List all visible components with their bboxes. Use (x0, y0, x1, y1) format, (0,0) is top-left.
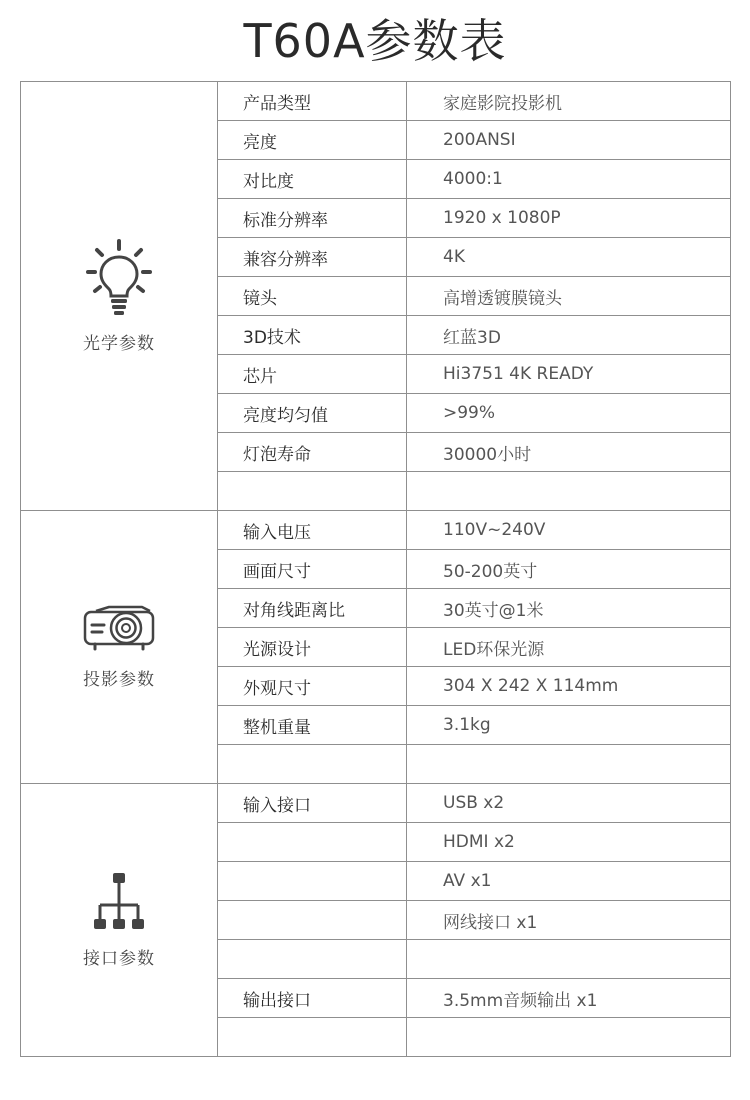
category-cell (21, 511, 218, 784)
spec-label: 输出接口 (218, 979, 407, 1018)
spec-label (218, 1018, 407, 1057)
category-group (21, 871, 217, 969)
spec-label: 对角线距离比 (218, 589, 407, 628)
table-row (21, 784, 731, 823)
spec-value: 网线接口 x1 (407, 901, 731, 940)
spec-value: 1920 x 1080P (407, 199, 731, 238)
spec-label: 光源设计 (218, 628, 407, 667)
spec-value: 200ANSI (407, 121, 731, 160)
spec-value (407, 1018, 731, 1057)
spec-value: >99% (407, 394, 731, 433)
category-group (21, 238, 217, 354)
spec-label: 整机重量 (218, 706, 407, 745)
category-cell (21, 82, 218, 511)
spec-value: 红蓝3D (407, 316, 731, 355)
spec-label: 亮度均匀值 (218, 394, 407, 433)
spec-label (218, 823, 407, 862)
spec-value (407, 940, 731, 979)
spec-value: 304 X 242 X 114mm (407, 667, 731, 706)
spec-value: 50-200英寸 (407, 550, 731, 589)
spec-value: 30英寸@1米 (407, 589, 731, 628)
spec-label: 画面尺寸 (218, 550, 407, 589)
spec-value: 3.1kg (407, 706, 731, 745)
spec-label: 输入电压 (218, 511, 407, 550)
spec-value: 3.5mm音频输出 x1 (407, 979, 731, 1018)
spec-label: 亮度 (218, 121, 407, 160)
spec-label (218, 472, 407, 511)
spec-value: 30000小时 (407, 433, 731, 472)
spec-label: 外观尺寸 (218, 667, 407, 706)
spec-label: 灯泡寿命 (218, 433, 407, 472)
lightbulb-icon (84, 238, 154, 323)
spec-label (218, 745, 407, 784)
spec-value: 高增透镀膜镜头 (407, 277, 731, 316)
projector-icon (82, 604, 156, 659)
spec-label: 产品类型 (218, 82, 407, 121)
spec-label: 芯片 (218, 355, 407, 394)
spec-value (407, 745, 731, 784)
spec-value: AV x1 (407, 862, 731, 901)
spec-value: 家庭影院投影机 (407, 82, 731, 121)
spec-value: 110V~240V (407, 511, 731, 550)
spec-value: HDMI x2 (407, 823, 731, 862)
page-title: T60A参数表 (243, 14, 507, 68)
spec-value: Hi3751 4K READY (407, 355, 731, 394)
spec-value: 4K (407, 238, 731, 277)
spec-label: 对比度 (218, 160, 407, 199)
spec-table (20, 81, 731, 1057)
category-group (21, 604, 217, 690)
spec-label: 兼容分辨率 (218, 238, 407, 277)
spec-label: 标准分辨率 (218, 199, 407, 238)
spec-value: USB x2 (407, 784, 731, 823)
spec-table-body (21, 82, 731, 1057)
network-icon (92, 871, 146, 938)
spec-label: 3D技术 (218, 316, 407, 355)
spec-label: 镜头 (218, 277, 407, 316)
spec-value: LED环保光源 (407, 628, 731, 667)
spec-label (218, 901, 407, 940)
spec-label (218, 862, 407, 901)
spec-label: 输入接口 (218, 784, 407, 823)
category-label: 接口参数 (83, 949, 155, 969)
category-label: 光学参数 (83, 334, 155, 354)
spec-value (407, 472, 731, 511)
spec-label (218, 940, 407, 979)
table-row (21, 511, 731, 550)
category-cell (21, 784, 218, 1057)
category-label: 投影参数 (83, 670, 155, 690)
spec-value: 4000:1 (407, 160, 731, 199)
table-row (21, 82, 731, 121)
